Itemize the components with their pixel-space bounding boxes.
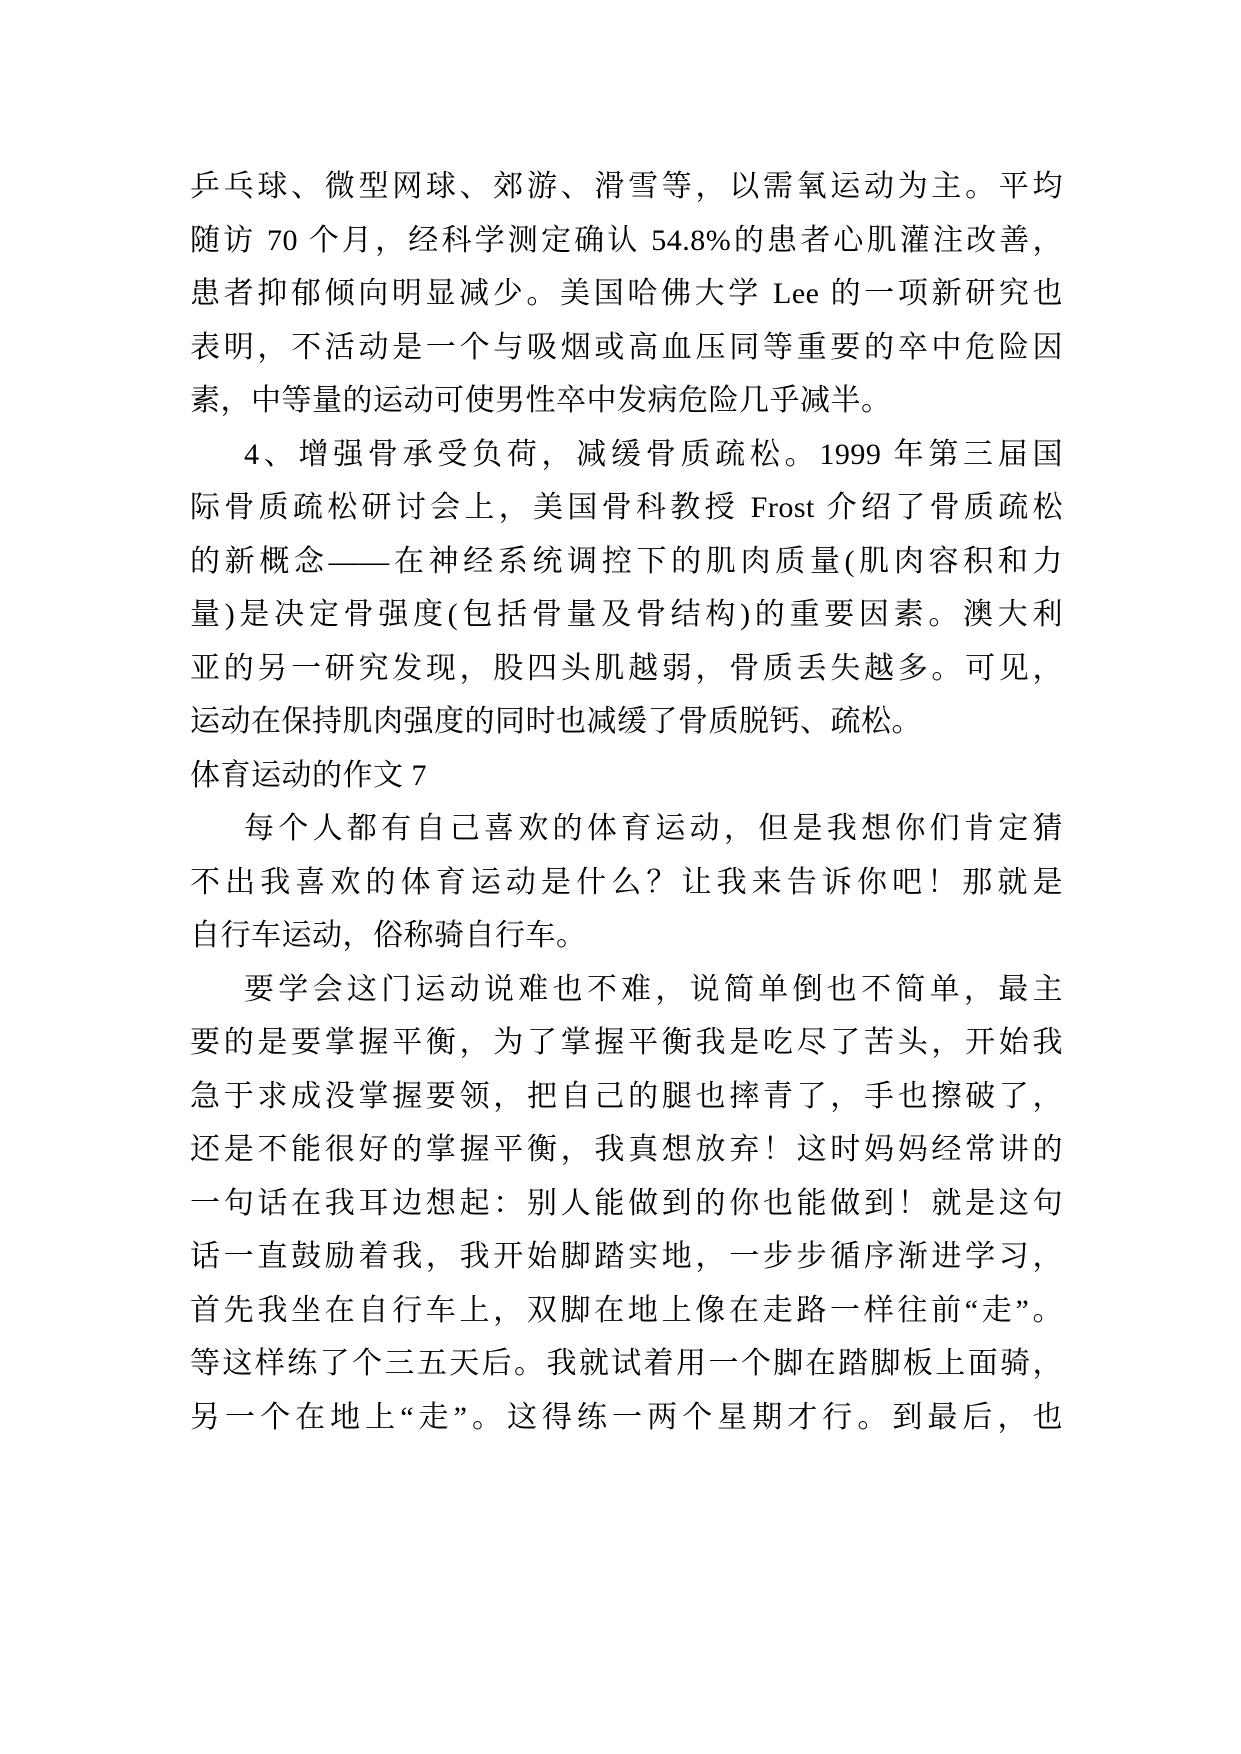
text-line: 4、增强骨承受负荷，减缓骨质疏松。1999 年第三届国 bbox=[244, 437, 1063, 471]
text-line: 要的是要掌握平衡，为了掌握平衡我是吃尽了苦头，开始我 bbox=[190, 1026, 1063, 1059]
text-line: 患者抑郁倾向明显减少。美国哈佛大学 Lee 的一项新研究也 bbox=[190, 277, 1063, 310]
text-line: 要学会这门运动说难也不难，说简单倒也不简单，最主 bbox=[244, 972, 1063, 1006]
text-line: 素，中等量的运动可使男性卒中发病危险几乎减半。 bbox=[190, 384, 892, 417]
document-text-block bbox=[190, 160, 1063, 1444]
text-line: 运动在保持肌肉强度的同时也减缓了骨质脱钙、疏松。 bbox=[190, 705, 922, 738]
text-line: 首先我坐在自行车上，双脚在地上像在走路一样往前“走”。 bbox=[190, 1293, 1063, 1327]
text-line: 一句话在我耳边想起：别人能做到的你也能做到！就是这句 bbox=[190, 1186, 1063, 1220]
text-line: 际骨质疏松研讨会上，美国骨科教授 Frost 介绍了骨质疏松 bbox=[190, 491, 1063, 524]
text-line: 亚的另一研究发现，股四头肌越弱，骨质丢失越多。可见， bbox=[190, 651, 1063, 685]
text-line: 急于求成没掌握要领，把自己的腿也摔青了，手也擦破了， bbox=[190, 1079, 1063, 1113]
text-line: 不出我喜欢的体育运动是什么？让我来告诉你吧！那就是 bbox=[190, 865, 1063, 899]
text-line: 自行车运动，俗称骑自行车。 bbox=[190, 919, 587, 952]
text-line: 随访 70 个月，经科学测定确认 54.8%的患者心肌灌注改善， bbox=[190, 223, 1063, 257]
text-line: 的新概念——在神经系统调控下的肌肉质量(肌肉容积和力 bbox=[190, 544, 1063, 578]
text-line: 话一直鼓励着我，我开始脚踏实地，一步步循序渐进学习， bbox=[190, 1240, 1063, 1273]
text-line: 表明，不活动是一个与吸烟或高血压同等重要的卒中危险因 bbox=[190, 330, 1063, 364]
section-heading-line: 体育运动的作文 7 bbox=[190, 758, 427, 792]
text-line: 等这样练了个三五天后。我就试着用一个脚在踏脚板上面骑， bbox=[190, 1347, 1063, 1380]
text-line: 还是不能很好的掌握平衡，我真想放弃！这时妈妈经常讲的 bbox=[190, 1133, 1063, 1166]
text-line: 乒乓球、微型网球、郊游、滑雪等，以需氧运动为主。平均 bbox=[190, 170, 1063, 203]
text-line: 另一个在地上“走”。这得练一两个星期才行。到最后，也 bbox=[190, 1400, 1063, 1434]
text-line: 量)是决定骨强度(包括骨量及骨结构)的重要因素。澳大利 bbox=[190, 598, 1063, 631]
text-line: 每个人都有自己喜欢的体育运动，但是我想你们肯定猜 bbox=[244, 812, 1063, 845]
